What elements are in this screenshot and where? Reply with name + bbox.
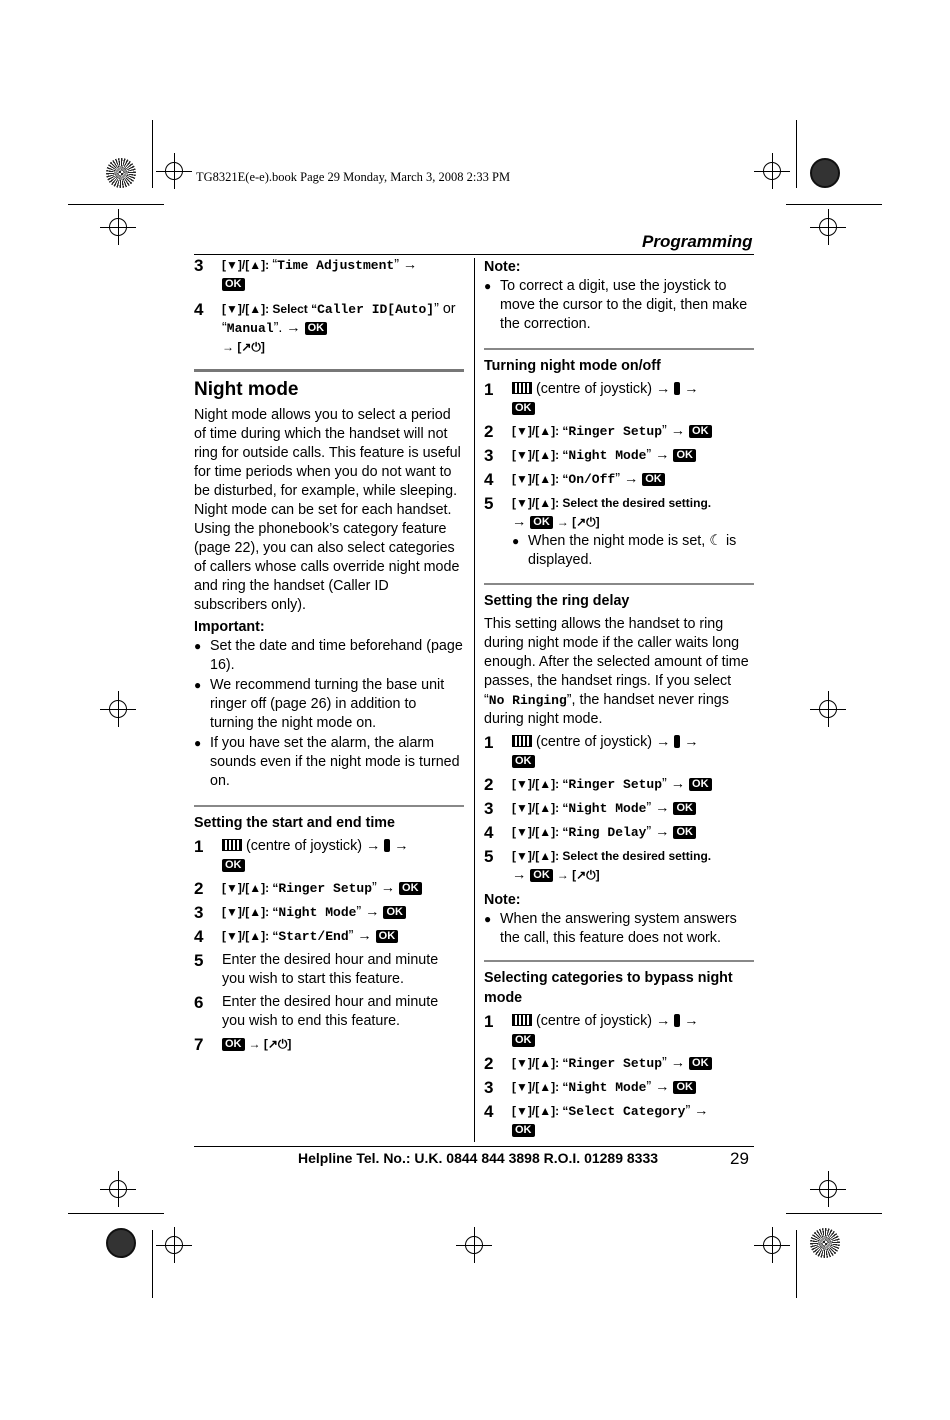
ok-key: OK: [376, 930, 399, 943]
step-5: 5 Enter the desired hour and minute you wish to start this feature.: [194, 951, 439, 987]
step-1: 1 (centre of joystick) → → OK: [484, 380, 699, 414]
crop-line: [786, 204, 882, 205]
footer-rule: [194, 1146, 754, 1147]
list-item: ● To correct a digit, use the joystick to move the cursor to the digit, then make the correction.: [484, 278, 748, 332]
start-end-heading: Setting the start and end time: [194, 815, 395, 831]
crop-line: [786, 1213, 882, 1214]
bypass-heading: Selecting categories to bypass night mode: [484, 970, 733, 1006]
ok-key: OK: [689, 425, 712, 438]
step-1: 1 (centre of joystick) → → OK: [484, 1012, 699, 1046]
crop-line: [152, 1230, 153, 1298]
crop-target: [109, 218, 127, 236]
section-rule: [194, 369, 464, 372]
handset-icon: [674, 1014, 680, 1027]
left-column: [194, 256, 464, 1059]
right-column: [484, 258, 754, 1144]
night-mode-heading: Night mode: [194, 379, 299, 400]
note-label: Note:: [484, 259, 521, 275]
menu-item: Night Mode: [568, 448, 647, 463]
menu-icon: [222, 839, 242, 851]
step-4: 4 [▼]/[▲]: “Ring Delay” → OK: [484, 823, 754, 843]
section-rule: [484, 583, 754, 585]
column-divider: [474, 258, 475, 1142]
list-item: ● Set the date and time beforehand (page 16).: [194, 638, 463, 673]
step-6: 6 Enter the desired hour and minute you wish to end this feature.: [194, 993, 439, 1029]
ok-key: OK: [642, 473, 665, 486]
step-1: 1 (centre of joystick) → → OK: [484, 733, 699, 767]
step-3: 3 [▼]/[▲]: “Night Mode” → OK: [484, 1078, 754, 1098]
step-number: 3: [194, 256, 204, 275]
ok-key: OK: [222, 859, 245, 872]
step-2: 2 [▼]/[▲]: “Ringer Setup” → OK: [194, 879, 464, 899]
menu-icon: [512, 1014, 532, 1026]
step-1: 1 (centre of joystick) → → OK: [194, 837, 409, 871]
keys: [▼]/[▲]: Select “: [222, 302, 318, 316]
menu-item: Ringer Setup: [568, 424, 663, 439]
ok-key: OK: [512, 1124, 535, 1137]
list-item: ● When the night mode is set, ☾ is displayed.: [512, 533, 737, 568]
ok-key: OK: [673, 826, 696, 839]
crop-target: [465, 1236, 483, 1254]
ok-key: OK: [673, 802, 696, 815]
section-title: Programming: [642, 232, 753, 251]
step-4: [194, 300, 464, 357]
ok-key: OK: [512, 402, 535, 415]
menu-item: Caller ID[Auto]: [317, 302, 435, 317]
ok-key: OK: [689, 1057, 712, 1070]
ok-key: OK: [673, 449, 696, 462]
crop-target: [763, 162, 781, 180]
crop-target: [109, 1180, 127, 1198]
menu-item: Select Category: [568, 1104, 686, 1119]
menu-item: Ringer Setup: [568, 1056, 663, 1071]
menu-item: Night Mode: [278, 905, 357, 920]
on-off-heading: Turning night mode on/off: [484, 358, 661, 374]
off-key: → [↗⏻]: [556, 868, 600, 882]
step-3: 3 [▼]/[▲]: “Night Mode” → OK: [194, 903, 464, 923]
list-item: ● If you have set the alarm, the alarm sounds even if the night mode is turned on.: [194, 735, 460, 789]
ring-delay-intro: This setting allows the handset to ring during night mode if the caller waits long enough. After the selected amount of time passes, the handset rings. If you select “No Ringing”, the handset never rings during night mode.: [484, 616, 749, 727]
handset-icon: [674, 735, 680, 748]
note-label: Note:: [484, 892, 521, 908]
step-3: 3 [▼]/[▲]: “Night Mode” → OK: [484, 446, 754, 466]
off-key: → [↗⏻]: [248, 1037, 292, 1051]
step-4: 4 [▼]/[▲]: “On/Off” → OK: [484, 470, 754, 490]
step-5: 5 [▼]/[▲]: Select the desired setting. → OK → [↗⏻] ● When the night mode is set, ☾ is displayed.: [484, 494, 754, 571]
menu-item: Ringer Setup: [568, 777, 663, 792]
ok-key: OK: [305, 322, 328, 335]
crop-target: [819, 1180, 837, 1198]
menu-item: Time Adjustment: [277, 258, 395, 273]
registration-starburst: [810, 1228, 840, 1258]
file-meta: TG8321E(e-e).book Page 29 Monday, March 3, 2008 2:33 PM: [196, 170, 511, 184]
crop-line: [796, 120, 797, 188]
off-key: → [↗⏻]: [556, 515, 600, 529]
ring-delay-heading: Setting the ring delay: [484, 593, 630, 609]
crop-line: [68, 1213, 164, 1214]
list-item: ● When the answering system answers the call, this feature does not work.: [484, 911, 737, 946]
step-2: 2 [▼]/[▲]: “Ringer Setup” → OK: [484, 1054, 754, 1074]
section-rule: [484, 960, 754, 962]
step-7: 7 OK → [↗⏻]: [194, 1035, 292, 1054]
crop-target: [819, 700, 837, 718]
crop-target: [165, 1236, 183, 1254]
ok-key: OK: [673, 1081, 696, 1094]
ok-key: OK: [399, 882, 422, 895]
handset-icon: [674, 382, 680, 395]
crop-target: [109, 700, 127, 718]
ok-key: OK: [512, 755, 535, 768]
menu-item: On/Off: [568, 472, 616, 487]
ok-key: OK: [530, 516, 553, 529]
ok-key: OK: [530, 869, 553, 882]
menu-item: Night Mode: [568, 801, 647, 816]
ok-key: OK: [512, 1034, 535, 1047]
menu-icon: [512, 382, 532, 394]
crop-line: [796, 1230, 797, 1298]
section-rule: [484, 348, 754, 350]
step-number: 4: [194, 300, 204, 319]
crop-target: [819, 218, 837, 236]
ok-key: OK: [383, 906, 406, 919]
ok-key: OK: [222, 278, 245, 291]
page-number: 29: [730, 1149, 749, 1168]
header-rule: [194, 254, 754, 255]
step-3: 3 [▼]/[▲]: “Night Mode” → OK: [484, 799, 754, 819]
night-mode-category: Using the phonebook’s category feature (page 22), you can also select categories of callers whose calls override night mode and ring the handset (Caller ID subscribers only).: [194, 521, 460, 613]
step-4: 4 [▼]/[▲]: “Start/End” → OK: [194, 927, 464, 947]
ok-key: OK: [689, 778, 712, 791]
crop-target: [165, 162, 183, 180]
step-text: [▼]/[▲]: Select “Caller ID[Auto]” or “Manual”. → OK → [↗⏻]: [222, 301, 456, 354]
step-2: 2 [▼]/[▲]: “Ringer Setup” → OK: [484, 422, 754, 442]
step-text: [▼]/[▲]: “Time Adjustment” → OK: [222, 257, 418, 290]
important-label: Important:: [194, 619, 265, 635]
menu-icon: [512, 735, 532, 747]
ok-key: OK: [222, 1038, 245, 1051]
menu-item: Start/End: [278, 929, 349, 944]
registration-starburst: [106, 158, 136, 188]
step-2: 2 [▼]/[▲]: “Ringer Setup” → OK: [484, 775, 754, 795]
menu-item: Ringer Setup: [278, 881, 373, 896]
keys: [▼]/[▲]:: [222, 258, 273, 272]
step-3: [194, 256, 464, 294]
crop-line: [152, 120, 153, 188]
menu-item: Night Mode: [568, 1080, 647, 1095]
section-rule: [194, 805, 464, 807]
registration-disc: [810, 158, 840, 188]
crop-line: [68, 204, 164, 205]
menu-item: Ring Delay: [568, 825, 647, 840]
registration-disc: [106, 1228, 136, 1258]
list-item: ● We recommend turning the base unit ringer off (page 26) in addition to turning the night mode on.: [194, 677, 445, 731]
step-5: 5 [▼]/[▲]: Select the desired setting. → OK → [↗⏻]: [484, 847, 712, 883]
crop-target: [763, 1236, 781, 1254]
menu-item: Manual: [226, 321, 274, 336]
off-key: → [↗⏻]: [222, 340, 265, 354]
helpline: Helpline Tel. No.: U.K. 0844 844 3898 R.O.I. 01289 8333: [298, 1150, 659, 1166]
step-4: 4 [▼]/[▲]: “Select Category” → OK: [484, 1102, 709, 1136]
handset-icon: [384, 839, 390, 852]
night-mode-intro: Night mode allows you to select a period of time during which the handset will not ring for outside calls. This feature is useful for time periods when you do not want to be disturbed, for example, while sleeping. Night mode can be set for each handset.: [194, 407, 461, 518]
